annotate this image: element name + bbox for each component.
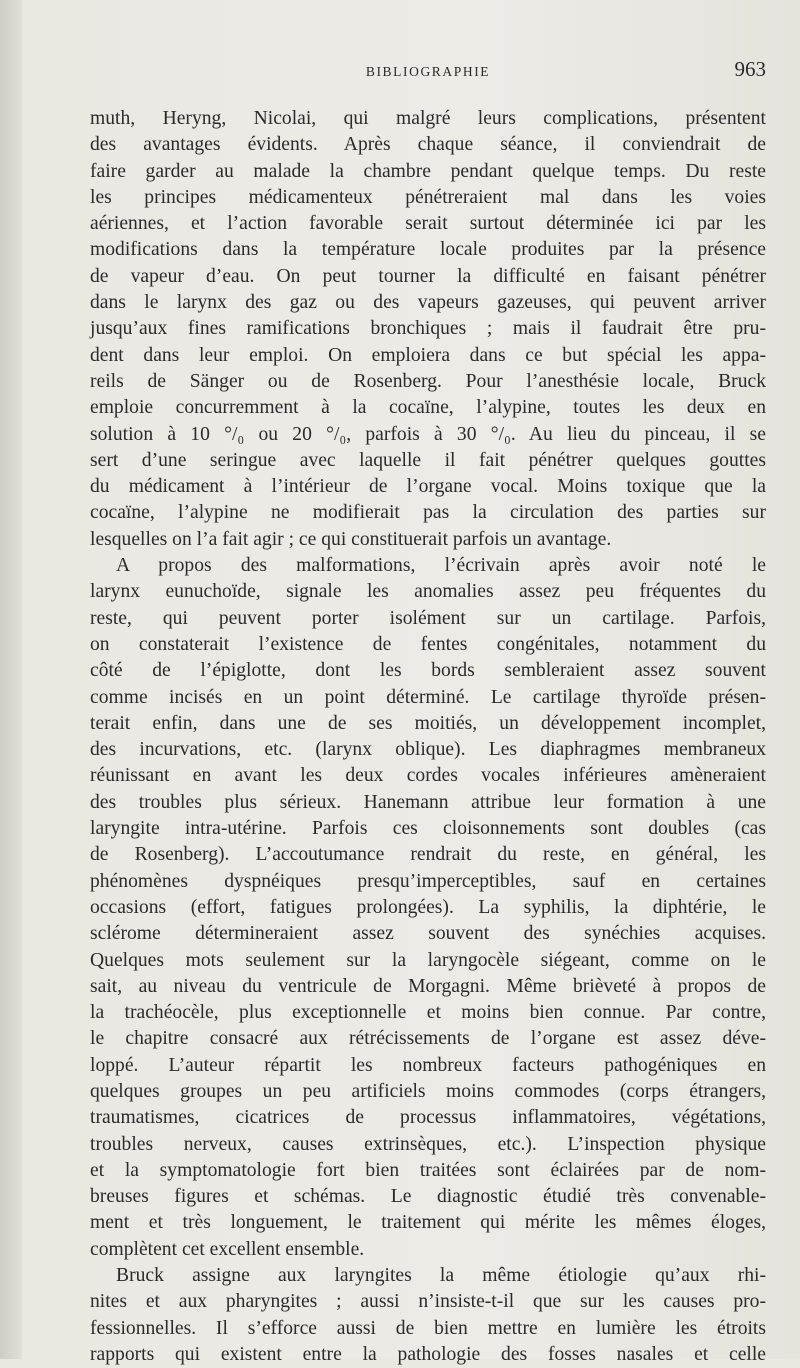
text-line: fessionnelles. Il s’efforce aussi de bien mettre en lumière les étroits <box>90 1317 766 1339</box>
text-line: reils de Sänger ou de Rosenberg. Pour l’anesthésie locale, Bruck <box>90 370 766 392</box>
text-line: terait enfin, dans une de ses moitiés, un développement incomplet, <box>90 712 766 734</box>
text-line: reste, qui peuvent porter isolément sur un cartilage. Parfois, <box>90 607 766 629</box>
text-line: lesquelles on l’a fait agir ; ce qui constituerait parfois un avantage. <box>90 528 612 550</box>
body-text <box>90 106 766 1368</box>
text-line: on constaterait l’existence de fentes congénitales, notamment du <box>90 633 766 655</box>
page-header <box>90 55 766 85</box>
text-line: des avantages évidents. Après chaque séance, il conviendrait de <box>90 134 766 156</box>
text-line: solution à 10 °/₀ ou 20 °/₀, parfois à 30 °/₀. Au lieu du pinceau, il se <box>90 423 766 445</box>
text-line: sert d’une seringue avec laquelle il fait pénétrer quelques gouttes <box>90 449 766 471</box>
text-line: loppé. L’auteur répartit les nombreux facteurs pathogéniques en <box>90 1054 766 1076</box>
text-line: Quelques mots seulement sur la laryngocèle siégeant, comme on le <box>90 949 766 971</box>
page-number: 963 <box>734 57 766 81</box>
text-line: sclérome détermineraient assez souvent des synéchies acquises. <box>90 923 766 945</box>
text-line: sait, au niveau du ventricule de Morgagni. Même brièveté à propos de <box>90 975 766 997</box>
text-line: ment et très longuement, le traitement qui mérite les mêmes éloges, <box>90 1212 766 1234</box>
text-line: la trachéocèle, plus exceptionnelle et moins bien connue. Par contre, <box>90 1002 766 1024</box>
text-line: jusqu’aux fines ramifications bronchiques ; mais il faudrait être pru- <box>90 318 766 340</box>
text-line: complètent cet excellent ensemble. <box>90 1238 365 1260</box>
text-line: nites et aux pharyngites ; aussi n’insiste-t-il que sur les causes pro- <box>90 1291 766 1313</box>
text-line: dent dans leur emploi. On emploiera dans ce but spécial les appa- <box>90 344 766 366</box>
text-line: breuses figures et schémas. Le diagnostic étudié très convenable- <box>90 1186 766 1208</box>
text-line: dans le larynx des gaz ou des vapeurs gazeuses, qui peuvent arriver <box>90 292 766 314</box>
text-line: troubles nerveux, causes extrinsèques, etc.). L’inspection physique <box>90 1133 766 1155</box>
page-gutter-shadow <box>0 0 22 1359</box>
text-line: emploie concurremment à la cocaïne, l’alypine, toutes les deux en <box>90 397 766 419</box>
text-line: faire garder au malade la chambre pendant quelque temps. Du reste <box>90 160 766 182</box>
text-line: laryngite intra-utérine. Parfois ces cloisonnements sont doubles (cas <box>90 818 766 840</box>
text-line: et la symptomatologie fort bien traitées sont éclairées par de nom- <box>90 1159 766 1181</box>
text-line: aériennes, et l’action favorable serait surtout déterminée ici par les <box>90 213 766 235</box>
text-line: les principes médicamenteux pénétreraient mal dans les voies <box>90 186 766 208</box>
text-line: du médicament à l’intérieur de l’organe vocal. Moins toxique que la <box>90 476 766 498</box>
text-line: phénomènes dyspnéiques presqu’imperceptibles, sauf en certaines <box>90 870 766 892</box>
text-line: réunissant en avant les deux cordes vocales inférieures amèneraient <box>90 765 766 787</box>
running-head: BIBLIOGRAPHIE <box>365 64 491 79</box>
text-line: A propos des malformations, l’écrivain après avoir noté le <box>116 555 766 577</box>
text-line: occasions (effort, fatigues prolongées). La syphilis, la diphtérie, le <box>90 896 766 918</box>
text-line: de Rosenberg). L’accoutumance rendrait du reste, en général, les <box>90 844 766 866</box>
text-line: des troubles plus sérieux. Hanemann attribue leur formation à une <box>90 791 766 813</box>
text-line: quelques groupes un peu artificiels moins commodes (corps étrangers, <box>90 1080 766 1102</box>
text-line: cocaïne, l’alypine ne modifierait pas la circulation des parties sur <box>90 502 766 524</box>
text-line: larynx eunuchoïde, signale les anomalies assez peu fréquentes du <box>90 581 766 603</box>
text-line: le chapitre consacré aux rétrécissements de l’organe est assez déve- <box>90 1028 766 1050</box>
text-line: modifications dans la température locale produites par la présence <box>90 239 766 261</box>
text-line: traumatismes, cicatrices de processus inflammatoires, végétations, <box>90 1107 766 1129</box>
text-line: des incurvations, etc. (larynx oblique). Les diaphragmes membraneux <box>90 739 766 761</box>
text-line: de vapeur d’eau. On peut tourner la difficulté en faisant pénétrer <box>90 265 766 287</box>
text-line: comme incisés en un point déterminé. Le cartilage thyroïde présen- <box>90 686 766 708</box>
text-line: muth, Heryng, Nicolai, qui malgré leurs complications, présentent <box>90 108 766 129</box>
text-line: côté de l’épiglotte, dont les bords sembleraient assez souvent <box>90 660 766 682</box>
text-line: rapports qui existent entre la pathologie des fosses nasales et celle <box>90 1343 766 1365</box>
text-line: Bruck assigne aux laryngites la même étiologie qu’aux rhi- <box>116 1265 766 1287</box>
